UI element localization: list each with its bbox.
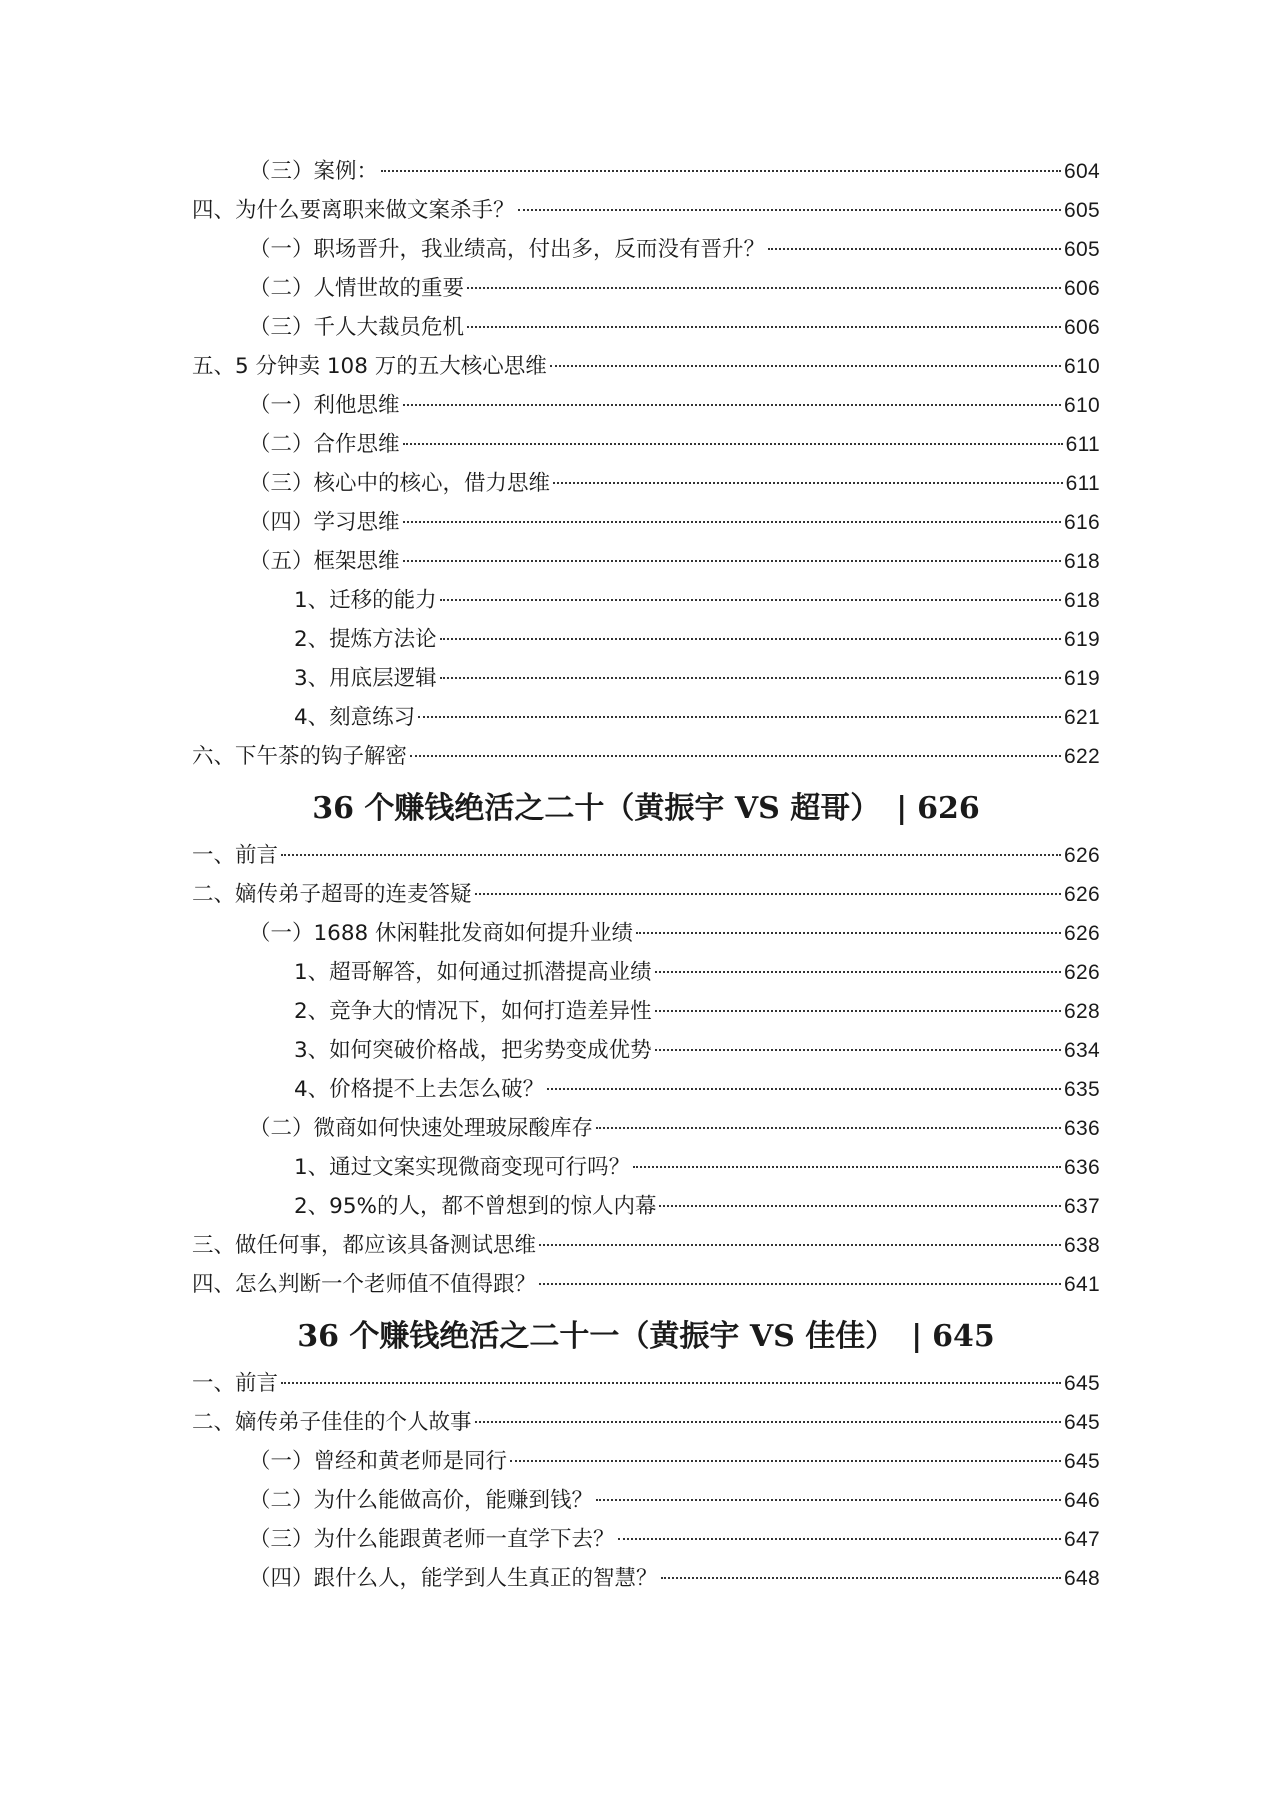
toc-entry-label: （五）框架思维	[249, 549, 400, 574]
dot-leader	[403, 521, 1062, 523]
toc-entry[interactable]	[192, 1520, 1100, 1559]
toc-entry-label: 三、做任何事，都应该具备测试思维	[192, 1233, 537, 1258]
toc-entry-label: （二）合作思维	[249, 432, 400, 457]
dot-leader	[659, 1205, 1061, 1207]
chapter-heading-separator: |	[911, 1319, 923, 1354]
dot-leader	[596, 1499, 1061, 1501]
toc-entry-label: 2、95%的人，都不曾想到的惊人内幕	[294, 1194, 657, 1219]
toc-entry[interactable]	[192, 875, 1100, 914]
toc-entry[interactable]	[192, 659, 1100, 698]
toc-section-chapter-21	[192, 1364, 1100, 1598]
dot-leader	[661, 1577, 1062, 1579]
toc-entry-label: （一）1688 休闲鞋批发商如何提升业绩	[249, 921, 634, 946]
dot-leader	[539, 1283, 1061, 1285]
dot-leader	[510, 1460, 1061, 1462]
toc-entry-label: 二、嫡传弟子佳佳的个人故事	[192, 1410, 472, 1435]
toc-entry-label: 五、5 分钟卖 108 万的五大核心思维	[192, 354, 547, 379]
toc-entry-page-number: 611	[1065, 433, 1100, 456]
toc-entry-label: 2、提炼方法论	[294, 627, 437, 652]
dot-leader	[596, 1127, 1061, 1129]
toc-entry-page-number: 626	[1064, 961, 1100, 984]
chapter-heading-title: 36 个赚钱绝活之二十一（黄振宇 VS 佳佳）	[297, 1319, 896, 1354]
toc-entry-label: 1、迁移的能力	[294, 588, 437, 613]
dot-leader	[475, 893, 1062, 895]
dot-leader	[440, 677, 1061, 679]
toc-entry[interactable]	[192, 152, 1100, 191]
toc-entry-page-number: 641	[1064, 1273, 1100, 1296]
toc-entry-label: 四、为什么要离职来做文案杀手？	[192, 198, 515, 223]
toc-entry-page-number: 637	[1064, 1195, 1100, 1218]
dot-leader	[475, 1421, 1062, 1423]
toc-entry[interactable]	[192, 191, 1100, 230]
toc-entry-label: 4、价格提不上去怎么破？	[294, 1077, 545, 1102]
dot-leader	[403, 560, 1062, 562]
toc-entry-page-number: 618	[1064, 550, 1100, 573]
dot-leader	[381, 170, 1061, 172]
toc-entry-page-number: 616	[1064, 511, 1100, 534]
toc-entry[interactable]	[192, 1559, 1100, 1598]
toc-entry-label: （三）核心中的核心，借力思维	[249, 471, 551, 496]
toc-entry[interactable]	[192, 1481, 1100, 1520]
toc-entry[interactable]	[192, 1442, 1100, 1481]
toc-entry-page-number: 638	[1064, 1234, 1100, 1257]
toc-entry-page-number: 636	[1064, 1117, 1100, 1140]
toc-entry-label: （三）为什么能跟黄老师一直学下去？	[249, 1527, 615, 1552]
dot-leader	[403, 443, 1063, 445]
dot-leader	[410, 755, 1061, 757]
toc-entry-page-number: 645	[1064, 1411, 1100, 1434]
toc-entry-page-number: 645	[1064, 1372, 1100, 1395]
toc-entry-label: 3、如何突破价格战，把劣势变成优势	[294, 1038, 652, 1063]
toc-entry[interactable]	[192, 308, 1100, 347]
toc-entry[interactable]	[192, 836, 1100, 875]
chapter-heading-title: 36 个赚钱绝活之二十（黄振宇 VS 超哥）	[312, 791, 881, 826]
toc-entry[interactable]	[192, 737, 1100, 776]
toc-entry-page-number: 634	[1064, 1039, 1100, 1062]
toc-entry-label: 四、怎么判断一个老师值不值得跟？	[192, 1272, 537, 1297]
toc-entry-label: 一、前言	[192, 1371, 279, 1396]
toc-entry-page-number: 626	[1064, 883, 1100, 906]
dot-leader	[550, 365, 1061, 367]
chapter-heading-20	[192, 780, 1100, 838]
toc-entry-page-number: 626	[1064, 844, 1100, 867]
dot-leader	[418, 716, 1061, 718]
chapter-heading-page: 645	[932, 1319, 995, 1354]
toc-entry[interactable]	[192, 992, 1100, 1031]
toc-entry[interactable]	[192, 1226, 1100, 1265]
dot-leader	[633, 1166, 1061, 1168]
dot-leader	[547, 1088, 1061, 1090]
chapter-heading-21	[192, 1308, 1100, 1366]
dot-leader	[467, 326, 1061, 328]
toc-entry[interactable]	[192, 1109, 1100, 1148]
toc-entry[interactable]	[192, 542, 1100, 581]
toc-entry-page-number: 606	[1064, 316, 1100, 339]
toc-entry[interactable]	[192, 1031, 1100, 1070]
toc-entry[interactable]	[192, 581, 1100, 620]
toc-section-chapter-20	[192, 836, 1100, 1304]
dot-leader	[655, 971, 1061, 973]
toc-entry[interactable]	[192, 914, 1100, 953]
toc-entry-page-number: 648	[1064, 1567, 1100, 1590]
toc-entry-page-number: 622	[1064, 745, 1100, 768]
toc-entry[interactable]	[192, 386, 1100, 425]
toc-entry-page-number: 626	[1064, 922, 1100, 945]
toc-entry-label: （四）跟什么人，能学到人生真正的智慧？	[249, 1566, 658, 1591]
toc-entry-page-number: 619	[1064, 667, 1100, 690]
toc-entry-page-number: 635	[1064, 1078, 1100, 1101]
toc-entry-label: 二、嫡传弟子超哥的连麦答疑	[192, 882, 472, 907]
toc-entry-label: （二）微商如何快速处理玻尿酸库存	[249, 1116, 594, 1141]
toc-entry-page-number: 619	[1064, 628, 1100, 651]
toc-entry-label: （一）职场晋升，我业绩高，付出多，反而没有晋升？	[249, 237, 766, 262]
toc-entry-page-number: 610	[1064, 355, 1100, 378]
toc-entry-page-number: 647	[1064, 1528, 1100, 1551]
dot-leader	[440, 638, 1061, 640]
toc-entry[interactable]	[192, 620, 1100, 659]
toc-entry[interactable]	[192, 1364, 1100, 1403]
toc-entry[interactable]	[192, 503, 1100, 542]
toc-entry-label: （三）案例：	[249, 159, 379, 184]
dot-leader	[553, 482, 1063, 484]
toc-entry[interactable]	[192, 1070, 1100, 1109]
table-of-contents	[192, 152, 1100, 1598]
toc-entry[interactable]	[192, 269, 1100, 308]
toc-entry-label: 3、用底层逻辑	[294, 666, 437, 691]
toc-entry[interactable]	[192, 425, 1100, 464]
toc-entry[interactable]	[192, 347, 1100, 386]
toc-entry[interactable]	[192, 464, 1100, 503]
toc-entry[interactable]	[192, 698, 1100, 737]
toc-entry-page-number: 605	[1064, 238, 1100, 261]
toc-entry-label: （四）学习思维	[249, 510, 400, 535]
toc-entry[interactable]	[192, 1187, 1100, 1226]
toc-entry-page-number: 611	[1065, 472, 1100, 495]
dot-leader	[618, 1538, 1062, 1540]
dot-leader	[539, 1244, 1061, 1246]
dot-leader	[281, 1382, 1061, 1384]
toc-section-continued	[192, 152, 1100, 776]
chapter-heading-page: 626	[917, 791, 980, 826]
toc-entry-page-number: 621	[1064, 706, 1100, 729]
toc-entry-label: 2、竞争大的情况下，如何打造差异性	[294, 999, 652, 1024]
toc-entry-label: （二）人情世故的重要	[249, 276, 465, 301]
dot-leader	[403, 404, 1062, 406]
toc-entry[interactable]	[192, 1403, 1100, 1442]
toc-entry-page-number: 606	[1064, 277, 1100, 300]
toc-entry-label: 4、刻意练习	[294, 705, 416, 730]
toc-entry-page-number: 604	[1064, 160, 1100, 183]
dot-leader	[655, 1010, 1061, 1012]
dot-leader	[655, 1049, 1061, 1051]
toc-entry[interactable]	[192, 1148, 1100, 1187]
toc-entry[interactable]	[192, 1265, 1100, 1304]
toc-entry-page-number: 636	[1064, 1156, 1100, 1179]
toc-entry-page-number: 605	[1064, 199, 1100, 222]
toc-entry-page-number: 610	[1064, 394, 1100, 417]
toc-entry-label: 一、前言	[192, 843, 279, 868]
toc-entry-label: （一）利他思维	[249, 393, 400, 418]
chapter-heading-separator: |	[896, 791, 908, 826]
toc-entry-page-number: 628	[1064, 1000, 1100, 1023]
dot-leader	[440, 599, 1061, 601]
toc-entry-label: （一）曾经和黄老师是同行	[249, 1449, 508, 1474]
toc-entry-label: （二）为什么能做高价，能赚到钱？	[249, 1488, 594, 1513]
toc-entry-label: （三）千人大裁员危机	[249, 315, 465, 340]
dot-leader	[281, 854, 1061, 856]
toc-entry-label: 1、通过文案实现微商变现可行吗？	[294, 1155, 631, 1180]
toc-entry[interactable]	[192, 953, 1100, 992]
dot-leader	[518, 209, 1062, 211]
toc-entry-label: 1、超哥解答，如何通过抓潜提高业绩	[294, 960, 652, 985]
toc-entry-page-number: 645	[1064, 1450, 1100, 1473]
toc-entry[interactable]	[192, 230, 1100, 269]
dot-leader	[768, 248, 1061, 250]
dot-leader	[636, 932, 1061, 934]
toc-entry-label: 六、下午茶的钩子解密	[192, 744, 408, 769]
toc-entry-page-number: 646	[1064, 1489, 1100, 1512]
dot-leader	[467, 287, 1061, 289]
toc-entry-page-number: 618	[1064, 589, 1100, 612]
